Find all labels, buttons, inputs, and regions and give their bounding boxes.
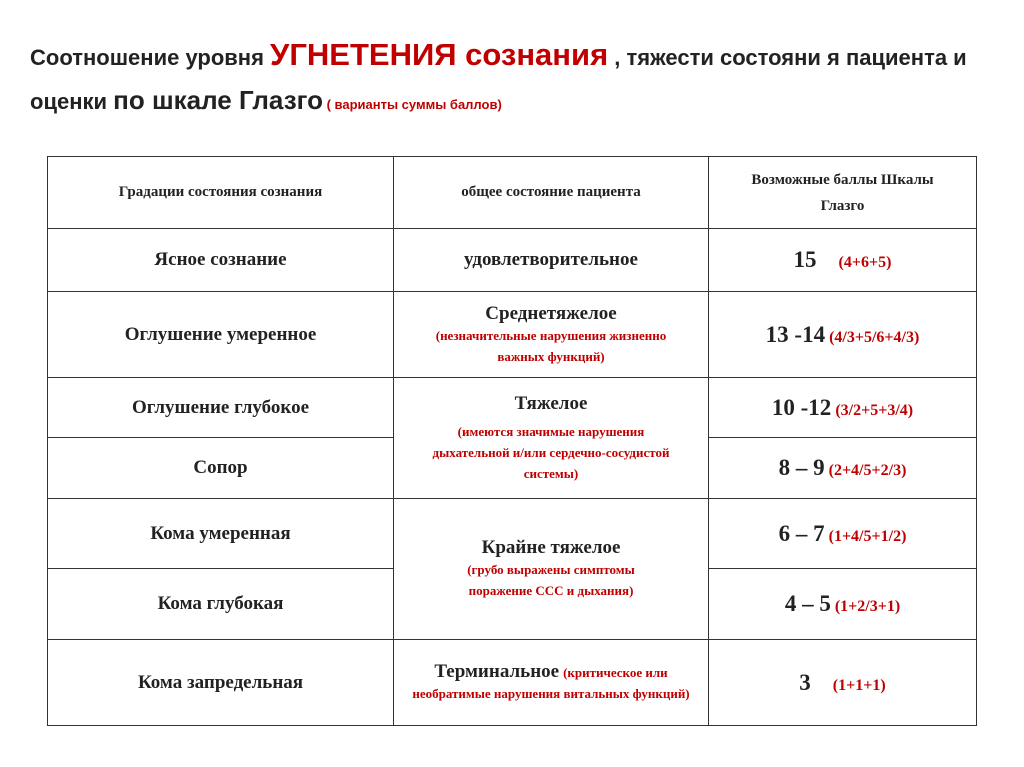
score-cell: 10 -12 (3/2+5+3/4): [709, 378, 977, 438]
score-cell: 8 – 9 (2+4/5+2/3): [709, 438, 977, 499]
table-header-row: [48, 157, 977, 229]
score-cell: 6 – 7 (1+4/5+1/2): [709, 499, 977, 569]
glasgow-table: [47, 156, 977, 726]
table-row: [48, 640, 977, 726]
state-cell: удовлетворительное: [394, 229, 709, 292]
score-cell: 13 -14 (4/3+5/6+4/3): [709, 292, 977, 378]
grade-cell: Оглушение умеренное: [48, 292, 394, 378]
grade-cell: Оглушение глубокое: [48, 378, 394, 438]
grade-cell: Кома запредельная: [48, 640, 394, 726]
score-cell: 3 (1+1+1): [709, 640, 977, 726]
table-row: [48, 499, 977, 569]
title-part-1: Соотношение уровня: [30, 45, 271, 70]
table-row: [48, 229, 977, 292]
state-cell: Среднетяжелое (незначительные нарушения жизненно важных функций): [394, 292, 709, 378]
title-note: ( варианты суммы баллов): [322, 97, 502, 112]
grade-cell: Кома умеренная: [48, 499, 394, 569]
grade-cell: Ясное сознание: [48, 229, 394, 292]
header-state: общее состояние пациента: [394, 157, 709, 229]
score-cell: 4 – 5 (1+2/3+1): [709, 569, 977, 640]
score-cell: 15 (4+6+5): [709, 229, 977, 292]
table-row: [48, 292, 977, 378]
grade-cell: Кома глубокая: [48, 569, 394, 640]
header-scores: Возможные баллы Шкалы Глазго: [709, 157, 977, 229]
table-row: [48, 378, 977, 438]
state-cell: Крайне тяжелое (грубо выражены симптомы поражение ССС и дыхания): [394, 499, 709, 640]
header-grade: Градации состояния сознания: [48, 157, 394, 229]
title-highlight: УГНЕТЕНИЯ сознания: [270, 37, 609, 72]
grade-cell: Сопор: [48, 438, 394, 499]
slide-title: [30, 34, 1000, 126]
state-cell: Тяжелое (имеются значимые нарушения дыхательной и/или сердечно-сосудистой системы): [394, 378, 709, 499]
state-cell: Терминальное (критическое или необратимые нарушения витальных функций): [394, 640, 709, 726]
title-scale-name: по шкале Глазго: [113, 85, 323, 115]
title-part-3: , тяжести состояни я пациента и оценки: [30, 45, 967, 114]
